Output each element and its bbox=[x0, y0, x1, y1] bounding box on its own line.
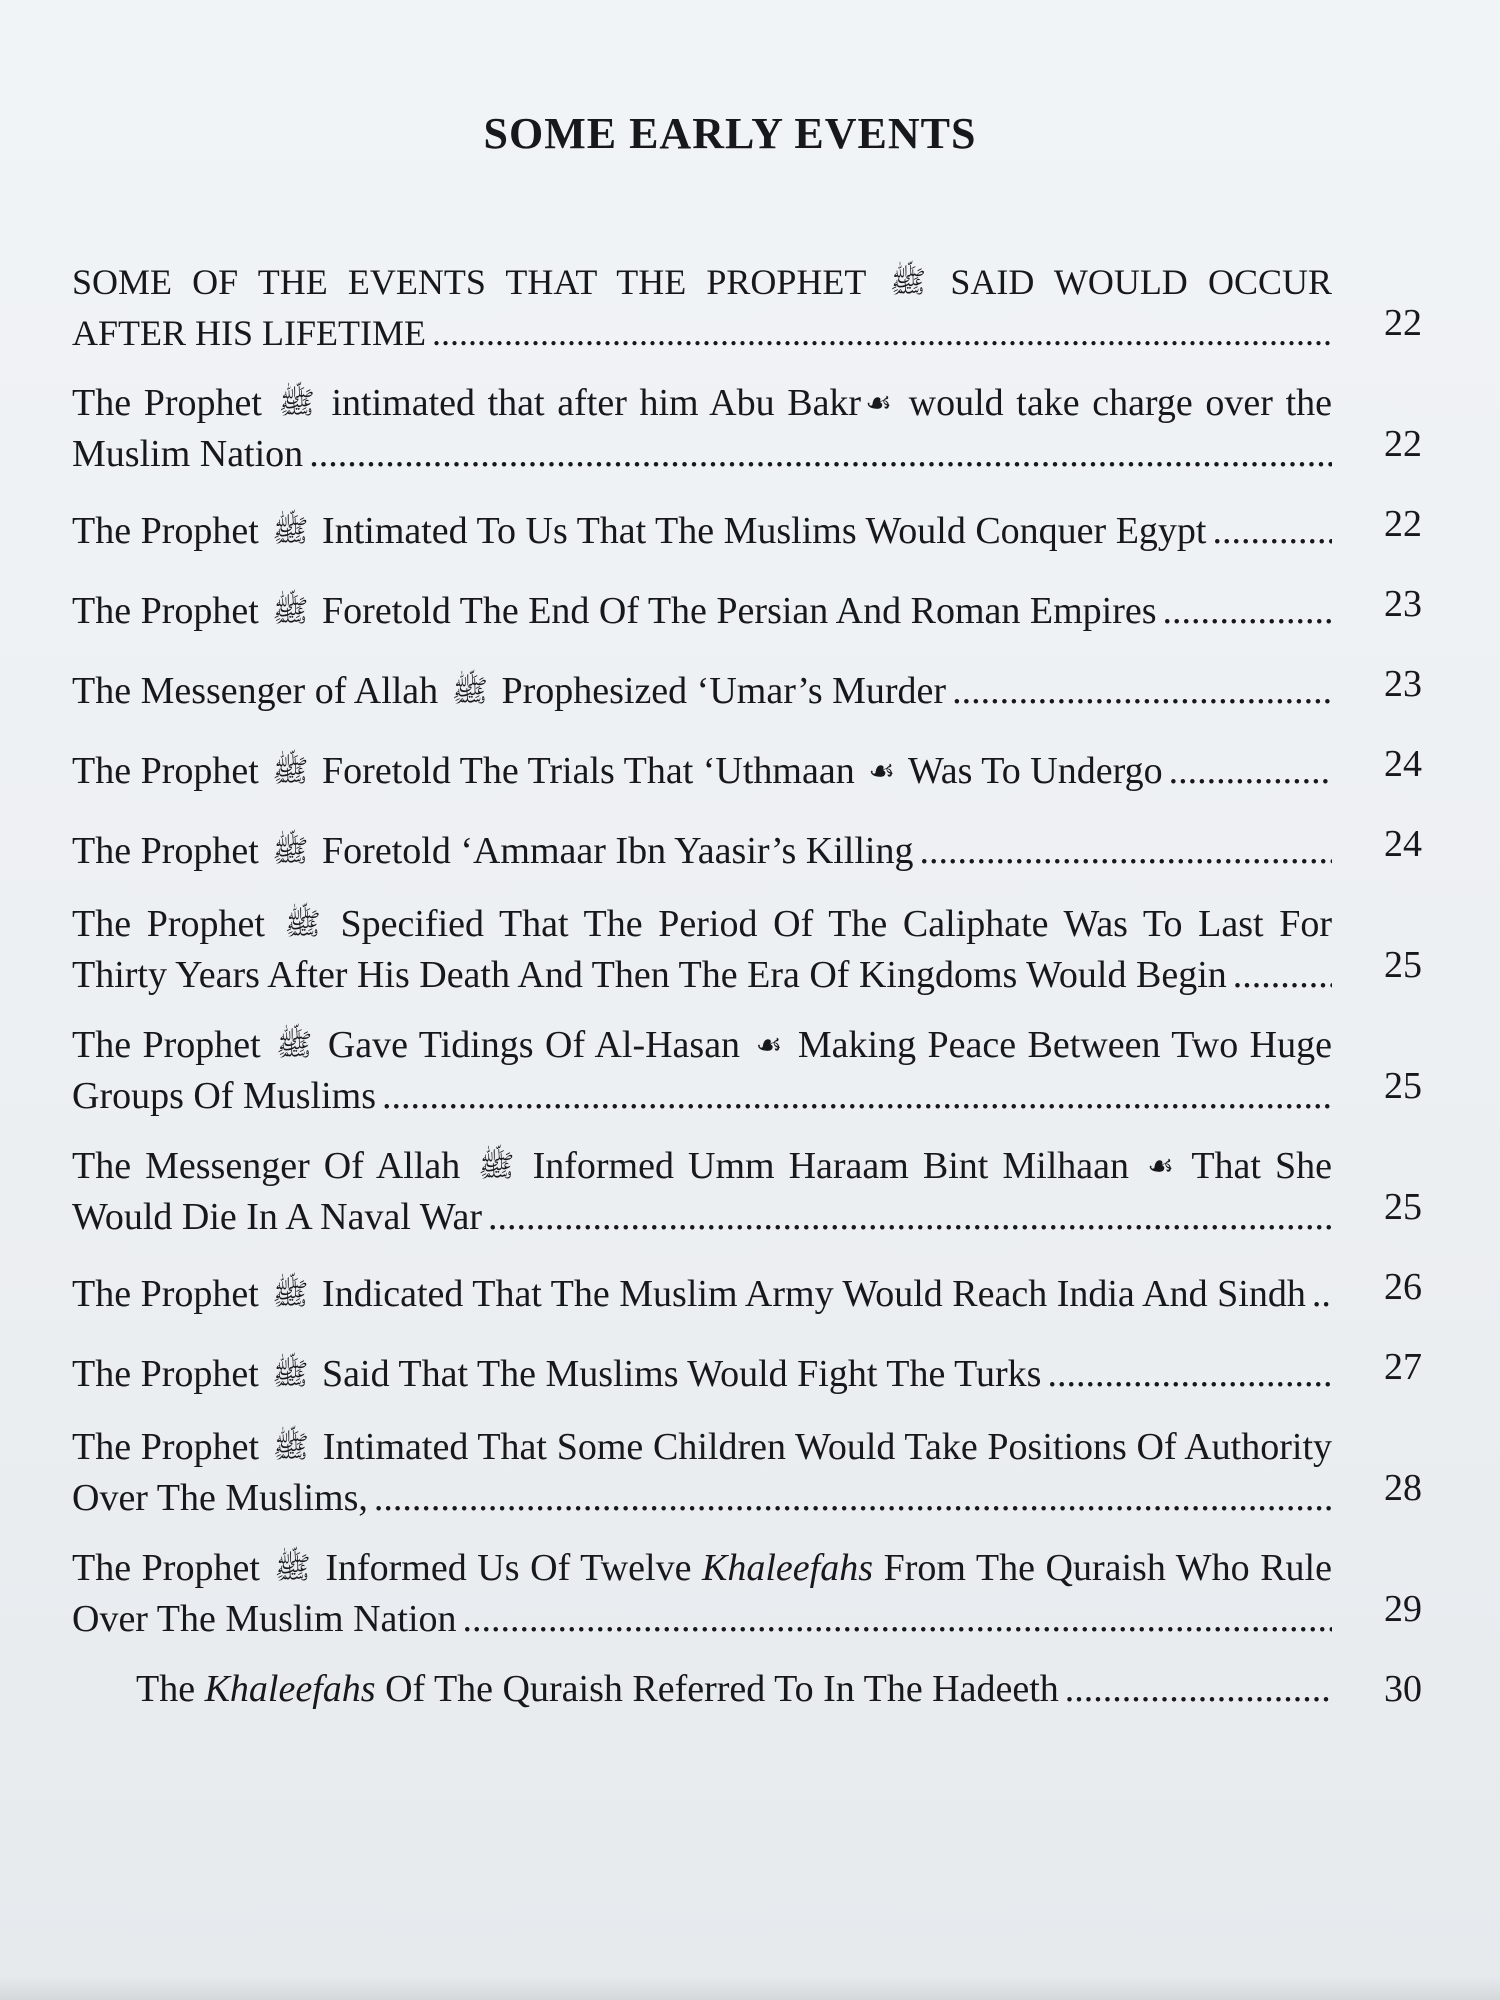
toc-entry-text: Making Peace Between Two Huge Groups Of Muslims bbox=[72, 1024, 1332, 1117]
toc-entry-text: The Messenger Of Allah bbox=[72, 1145, 475, 1187]
toc-entry-text: Intimated That Some Children Would Take Positions Of Authority Over The Muslims, bbox=[72, 1426, 1332, 1519]
toc-entry-text: The Prophet bbox=[72, 1426, 269, 1468]
toc-entry-title bbox=[72, 379, 1332, 478]
radiyallahu-honorific-icon: ☙ bbox=[1147, 1150, 1174, 1183]
toc-entry-page-number: 25 bbox=[1384, 1065, 1422, 1107]
toc-entry-text: Foretold The Trials That ‘Uthmaan bbox=[312, 750, 865, 792]
toc-entry-page-number: 23 bbox=[1384, 663, 1422, 705]
toc-entry-text: Foretold ‘Ammaar Ibn Yaasir’s Killing bbox=[312, 830, 914, 872]
salawat-honorific-icon: ﷺ bbox=[272, 1431, 309, 1464]
toc-entry-page-number: 24 bbox=[1384, 743, 1422, 785]
salawat-honorific-icon: ﷺ bbox=[274, 1552, 311, 1585]
toc-entry-title bbox=[72, 1665, 1332, 1713]
salawat-honorific-icon: ﷺ bbox=[272, 755, 309, 788]
toc-entry-title bbox=[72, 1142, 1332, 1241]
toc-entry-page-number: 26 bbox=[1384, 1266, 1422, 1308]
toc-entry bbox=[72, 900, 1422, 999]
toc-entry bbox=[72, 379, 1422, 478]
toc-entry-title bbox=[72, 747, 1332, 798]
toc-entry-page-number: 25 bbox=[1384, 944, 1422, 986]
toc-entry bbox=[72, 660, 1422, 718]
salawat-honorific-icon: ﷺ bbox=[272, 1358, 309, 1391]
toc-entry-text: Specified That The Period Of The Caliphate Was To Last For Thirty Years After His Death And Then The Era Of Kingdoms Would Begin bbox=[72, 903, 1332, 996]
toc-entry-page-number: 24 bbox=[1384, 823, 1422, 865]
toc-entry-text: Prophesized ‘Umar’s Murder bbox=[491, 670, 947, 712]
table-of-contents bbox=[72, 258, 1422, 1735]
toc-entry bbox=[72, 1544, 1422, 1643]
toc-entry bbox=[72, 740, 1422, 798]
toc-entry bbox=[72, 1665, 1422, 1713]
toc-entry bbox=[72, 1142, 1422, 1241]
toc-entry bbox=[72, 820, 1422, 878]
toc-entry-italic-term: Khaleefahs bbox=[204, 1668, 376, 1710]
salawat-honorific-icon: ﷺ bbox=[451, 675, 488, 708]
toc-entry-title bbox=[72, 667, 1332, 718]
salawat-honorific-icon: ﷺ bbox=[478, 1150, 515, 1183]
toc-entry-page-number: 28 bbox=[1384, 1467, 1422, 1509]
toc-entry-text: Informed Us Of Twelve bbox=[314, 1547, 703, 1589]
toc-entry-text: The Prophet bbox=[72, 590, 269, 632]
toc-entry-page-number: 23 bbox=[1384, 583, 1422, 625]
toc-entry-text: From The Quraish Who Rule Over The Muslim Nation bbox=[72, 1547, 1332, 1640]
salawat-honorific-icon: ﷺ bbox=[889, 266, 927, 299]
toc-entry-text: The bbox=[136, 1668, 205, 1710]
salawat-honorific-icon: ﷺ bbox=[272, 835, 309, 868]
toc-entry-title bbox=[72, 1544, 1332, 1643]
toc-entry-text: Was To Undergo bbox=[899, 750, 1163, 792]
toc-entry-text: The Prophet bbox=[72, 1353, 269, 1395]
toc-entry-text: The Prophet bbox=[72, 903, 281, 945]
toc-entry bbox=[72, 1343, 1422, 1401]
toc-entry bbox=[72, 1021, 1422, 1120]
toc-entry-text: Foretold The End Of The Persian And Roman Empires bbox=[312, 590, 1157, 632]
toc-entry-page-number: 29 bbox=[1384, 1588, 1422, 1630]
toc-entry-title bbox=[72, 1021, 1332, 1120]
page-title: SOME EARLY EVENTS bbox=[483, 109, 977, 158]
toc-entry-title bbox=[72, 900, 1332, 999]
toc-entry-title bbox=[72, 507, 1332, 558]
toc-entry-text: Of The Quraish Referred To In The Hadeeth bbox=[375, 1668, 1059, 1710]
toc-entry-title bbox=[72, 1350, 1332, 1401]
toc-entry bbox=[72, 500, 1422, 558]
toc-entry-text: The Messenger of Allah bbox=[72, 670, 448, 712]
toc-entry-text: SAID WOULD OCCUR AFTER HIS LIFETIME bbox=[72, 262, 1332, 353]
radiyallahu-honorific-icon: ☙ bbox=[868, 755, 896, 788]
toc-entry-title bbox=[72, 827, 1332, 878]
toc-entry-page-number: 22 bbox=[1384, 423, 1422, 465]
toc-entry-text: Intimated To Us That The Muslims Would Conquer Egypt bbox=[312, 510, 1207, 552]
toc-entry-text: The Prophet bbox=[72, 1547, 271, 1589]
toc-entry-text: The Prophet bbox=[72, 1024, 273, 1066]
toc-entry-page-number: 22 bbox=[1384, 302, 1422, 344]
toc-entry bbox=[72, 1263, 1422, 1321]
toc-entry-page-number: 25 bbox=[1384, 1186, 1422, 1228]
toc-entry-text: The Prophet bbox=[72, 510, 269, 552]
toc-entry-italic-term: Khaleefahs bbox=[702, 1547, 874, 1589]
toc-entry-text: SOME OF THE EVENTS THAT THE PROPHET bbox=[72, 262, 886, 302]
salawat-honorific-icon: ﷺ bbox=[272, 595, 309, 628]
toc-entry-title bbox=[72, 258, 1332, 357]
toc-entry-text: The Prophet bbox=[72, 750, 269, 792]
toc-entry-text: The Prophet bbox=[72, 1273, 269, 1315]
radiyallahu-honorific-icon: ☙ bbox=[755, 1029, 783, 1062]
toc-entry bbox=[72, 580, 1422, 638]
toc-entry-text: intimated that after him Abu Bakr bbox=[318, 382, 862, 424]
toc-entry-text: Indicated That The Muslim Army Would Reach India And Sindh bbox=[312, 1273, 1306, 1315]
salawat-honorific-icon: ﷺ bbox=[276, 1029, 313, 1062]
toc-entry-title bbox=[72, 1423, 1332, 1522]
toc-entry-page-number: 27 bbox=[1384, 1346, 1422, 1388]
page-edge-shadow bbox=[0, 1976, 1500, 2000]
salawat-honorific-icon: ﷺ bbox=[284, 908, 321, 941]
toc-entry-title bbox=[72, 1270, 1332, 1321]
toc-entry-text: would take charge over the Muslim Nation bbox=[72, 382, 1332, 475]
toc-entry bbox=[72, 258, 1422, 357]
salawat-honorific-icon: ﷺ bbox=[278, 387, 315, 420]
toc-entry-title bbox=[72, 587, 1332, 638]
toc-entry-page-number: 22 bbox=[1384, 503, 1422, 545]
salawat-honorific-icon: ﷺ bbox=[272, 515, 309, 548]
radiyallahu-honorific-icon: ☙ bbox=[865, 387, 892, 420]
toc-entry-text: Gave Tidings Of Al-Hasan bbox=[316, 1024, 752, 1066]
salawat-honorific-icon: ﷺ bbox=[272, 1278, 309, 1311]
toc-entry-text: That She Would Die In A Naval War bbox=[72, 1145, 1332, 1238]
toc-entry-text: Informed Umm Haraam Bint Milhaan bbox=[518, 1145, 1144, 1187]
toc-entry-page-number: 30 bbox=[1384, 1668, 1422, 1710]
toc-entry-text: The Prophet bbox=[72, 382, 275, 424]
toc-entry-text: The Prophet bbox=[72, 830, 269, 872]
toc-entry bbox=[72, 1423, 1422, 1522]
toc-entry-text: Said That The Muslims Would Fight The Turks bbox=[312, 1353, 1042, 1395]
